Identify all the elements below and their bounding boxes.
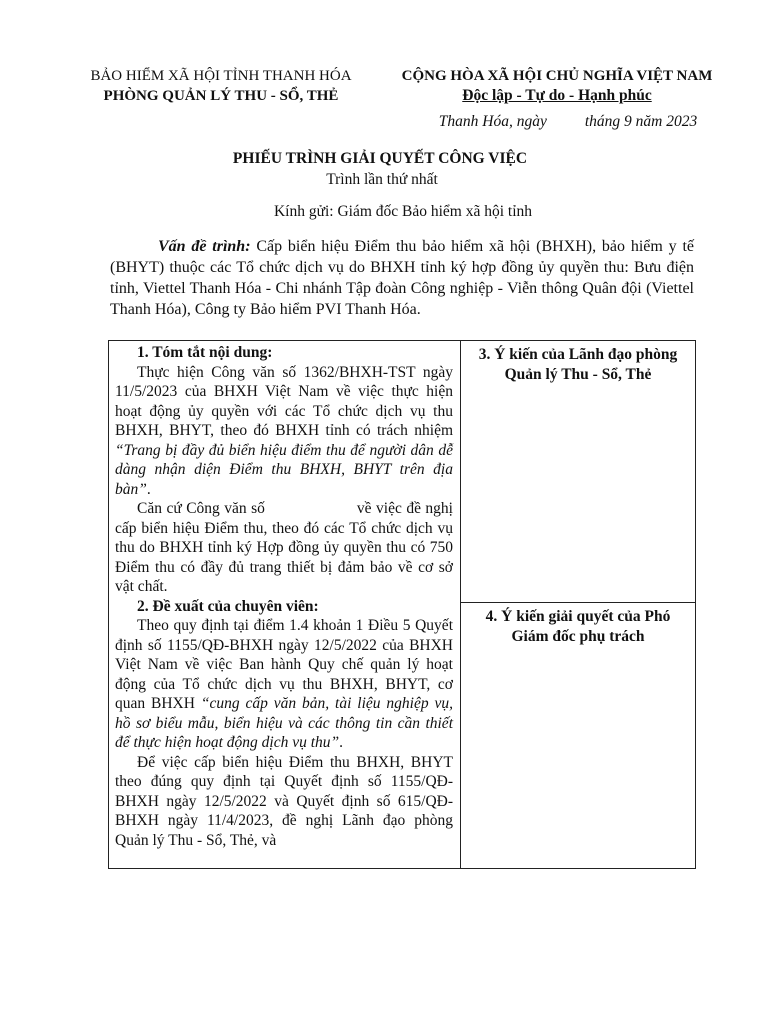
section1-paragraph2: Căn cứ Công văn số về việc đề nghị cấp biển hiệu Điểm thu, theo đó các Tổ chức dịch vụ thu do BHXH tỉnh ký Hợp đồng ủy quyền thu có 750 Điểm thu có đầy đủ trang thiết bị đảm bảo về cơ sở vật chất. — [115, 500, 453, 595]
content-table — [108, 340, 696, 869]
section2-heading: 2. Đề xuất của chuyên viên: — [137, 597, 319, 615]
section3-heading: 3. Ý kiến của Lãnh đạo phòng Quản lý Thu - Sổ, Thẻ — [478, 346, 678, 383]
section1-quote: “Trang bị đầy đủ biển hiệu điểm thu để người dân dễ dàng nhận diện Điểm thu BHXH, BHYT trên địa bàn” — [115, 441, 453, 498]
recipient-line: Kính gửi: Giám đốc Bảo hiểm xã hội tỉnh — [273, 203, 533, 220]
document-title: PHIẾU TRÌNH GIẢI QUYẾT CÔNG VIỆC — [232, 150, 528, 167]
section1-heading: 1. Tóm tắt nội dung: — [137, 344, 273, 361]
document-subtitle: Trình lần thứ nhất — [326, 171, 438, 188]
national-title: CỘNG HÒA XÃ HỘI CHỦ NGHĨA VIỆT NAM — [401, 68, 713, 84]
table-column-divider — [460, 341, 461, 868]
section4-heading: 4. Ý kiến giải quyết của Phó Giám đốc phụ trách — [485, 608, 671, 645]
date-place: Thanh Hóa, ngày — [438, 113, 547, 130]
section1-paragraph1: Thực hiện Công văn số 1362/BHXH-TST ngày 11/5/2023 của BHXH Việt Nam về việc thực hiện hoạt động ủy quyền với các Tổ chức dịch vụ thu BHXH, BHYT, theo đó BHXH tỉnh có trách nhiệm “Trang bị đầy đủ biển hiệu điểm thu để người dân dễ dàng nhận diện Điểm thu BHXH, BHYT trên địa bàn”. — [115, 363, 453, 498]
issue-text: Cấp biển hiệu Điểm thu bảo hiểm xã hội (BHXH), bảo hiểm y tế (BHYT) thuộc các Tổ chức dịch vụ do BHXH tỉnh ký hợp đồng ủy quyền thu: Bưu điện tỉnh, Viettel Thanh Hóa - Chi nhánh Tập đoàn Công nghiệp - Viễn thông Quân đội (Viettel Thanh Hóa), Công ty Bảo hiểm PVI Thanh Hóa. — [110, 238, 694, 318]
department-name: PHÒNG QUẢN LÝ THU - SỔ, THẺ — [103, 88, 339, 104]
section2-paragraph1: Theo quy định tại điểm 1.4 khoản 1 Điều 5 Quyết định số 1155/QĐ-BHXH ngày 12/5/2022 của BHXH Việt Nam về việc Ban hành Quy chế quản lý hoạt động của Tổ chức dịch vụ thu BHXH, BHYT, cơ quan BHXH “cung cấp văn bản, tài liệu nghiệp vụ, hồ sơ biểu mẫu, biển hiệu và các thông tin cần thiết để thực hiện hoạt động dịch vụ thu”. — [115, 617, 453, 751]
summary-column — [115, 343, 453, 850]
agency-name: BẢO HIỂM XÃ HỘI TỈNH THANH HÓA — [90, 68, 352, 84]
issue-paragraph — [110, 236, 694, 320]
header-right — [376, 66, 738, 132]
date-line — [376, 112, 738, 132]
date-month-year: tháng 9 năm 2023 — [584, 113, 698, 130]
section2-quote: “cung cấp văn bản, tài liệu nghiệp vụ, hồ sơ biểu mẫu, biển hiệu và các thông tin cần thiết để thực hiện hoạt động dịch vụ thu” — [115, 695, 453, 751]
table-row-divider — [461, 602, 695, 603]
national-motto: Độc lập - Tự do - Hạnh phúc — [462, 87, 652, 104]
header-left — [62, 66, 380, 106]
section2-paragraph2: Để việc cấp biển hiệu Điểm thu BHXH, BHYT theo đúng quy định tại Quyết định số 1155/QĐ-BHXH ngày 12/5/2022 và Quyết định số 615/QĐ-BHXH ngày 11/4/2023, đề nghị Lãnh đạo phòng Quản lý Thu - Sổ, Thẻ, và — [115, 753, 453, 849]
issue-lead: Vấn đề trình: — [158, 238, 251, 255]
